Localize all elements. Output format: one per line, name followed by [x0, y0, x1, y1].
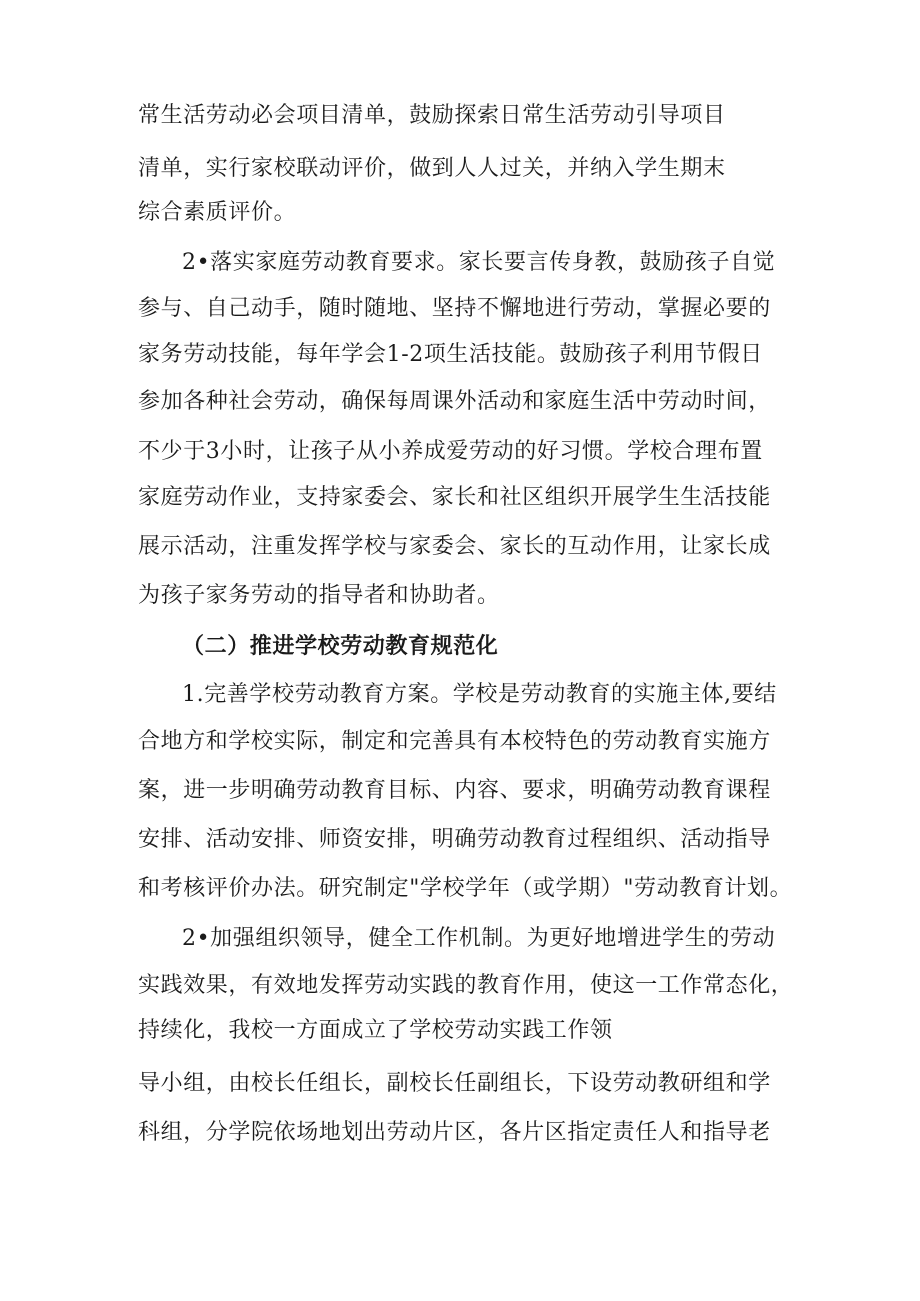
text-line: 家庭劳动作业，支持家委会、家长和社区组织开展学生生活技能	[138, 485, 771, 510]
text-line: 合地方和学校实际，制定和完善具有本校特色的劳动教育实施方	[138, 729, 771, 754]
paragraph-start-line: 2•加强组织领导，健全工作机制。为更好地增进学生的劳动	[182, 926, 776, 951]
paragraph-start-line: 2•落实家庭劳动教育要求。家长要言传身教，鼓励孩子自觉	[182, 250, 776, 275]
text-line: 持续化，我校一方面成立了学校劳动实践工作领	[138, 1018, 613, 1043]
text-line: 科组，分学院依场地划出劳动片区，各片区指定责任人和指导老	[138, 1120, 771, 1145]
text-line: 安排、活动安排、师资安排，明确劳动教育过程组织、活动指导	[138, 827, 771, 852]
text-line: 为孩子家务劳动的指导者和协助者。	[138, 583, 500, 608]
text-line: 综合素质评价。	[138, 200, 297, 225]
text-line: 实践效果，有效地发挥劳动实践的教育作用，使这一工作常态化，	[138, 973, 794, 998]
text-line: 不少于3小时，让孩子从小养成爱劳动的好习惯。学校合理布置	[138, 439, 763, 464]
paragraph-start-line: 1.完善学校劳动教育方案。学校是劳动教育的实施主体,要结	[182, 682, 777, 707]
text-line: 参与、自己动手，随时随地、坚持不懈地进行劳动，掌握必要的	[138, 296, 771, 321]
text-line: 家务劳动技能，每年学会1-2项生活技能。鼓励孩子利用节假日	[138, 342, 763, 367]
text-line: 导小组，由校长任组长，副校长任副组长，下设劳动教研组和学	[138, 1071, 771, 1096]
text-line: 和考核评价办法。研究制定"学校学年（或学期）"劳动教育计划。	[138, 876, 793, 901]
text-line: 参加各种社会劳动，确保每周课外活动和家庭生活中劳动时间，	[138, 389, 771, 414]
section-heading: （二）推进学校劳动教育规范化	[182, 634, 499, 659]
text-line: 清单，实行家校联动评价，做到人人过关，并纳入学生期末	[138, 156, 726, 181]
text-line: 常生活劳动必会项目清单，鼓励探索日常生活劳动引导项目	[138, 103, 726, 128]
text-line: 展示活动，注重发挥学校与家委会、家长的互动作用，让家长成	[138, 534, 771, 559]
text-line: 案，进一步明确劳动教育目标、内容、要求，明确劳动教育课程	[138, 778, 771, 803]
